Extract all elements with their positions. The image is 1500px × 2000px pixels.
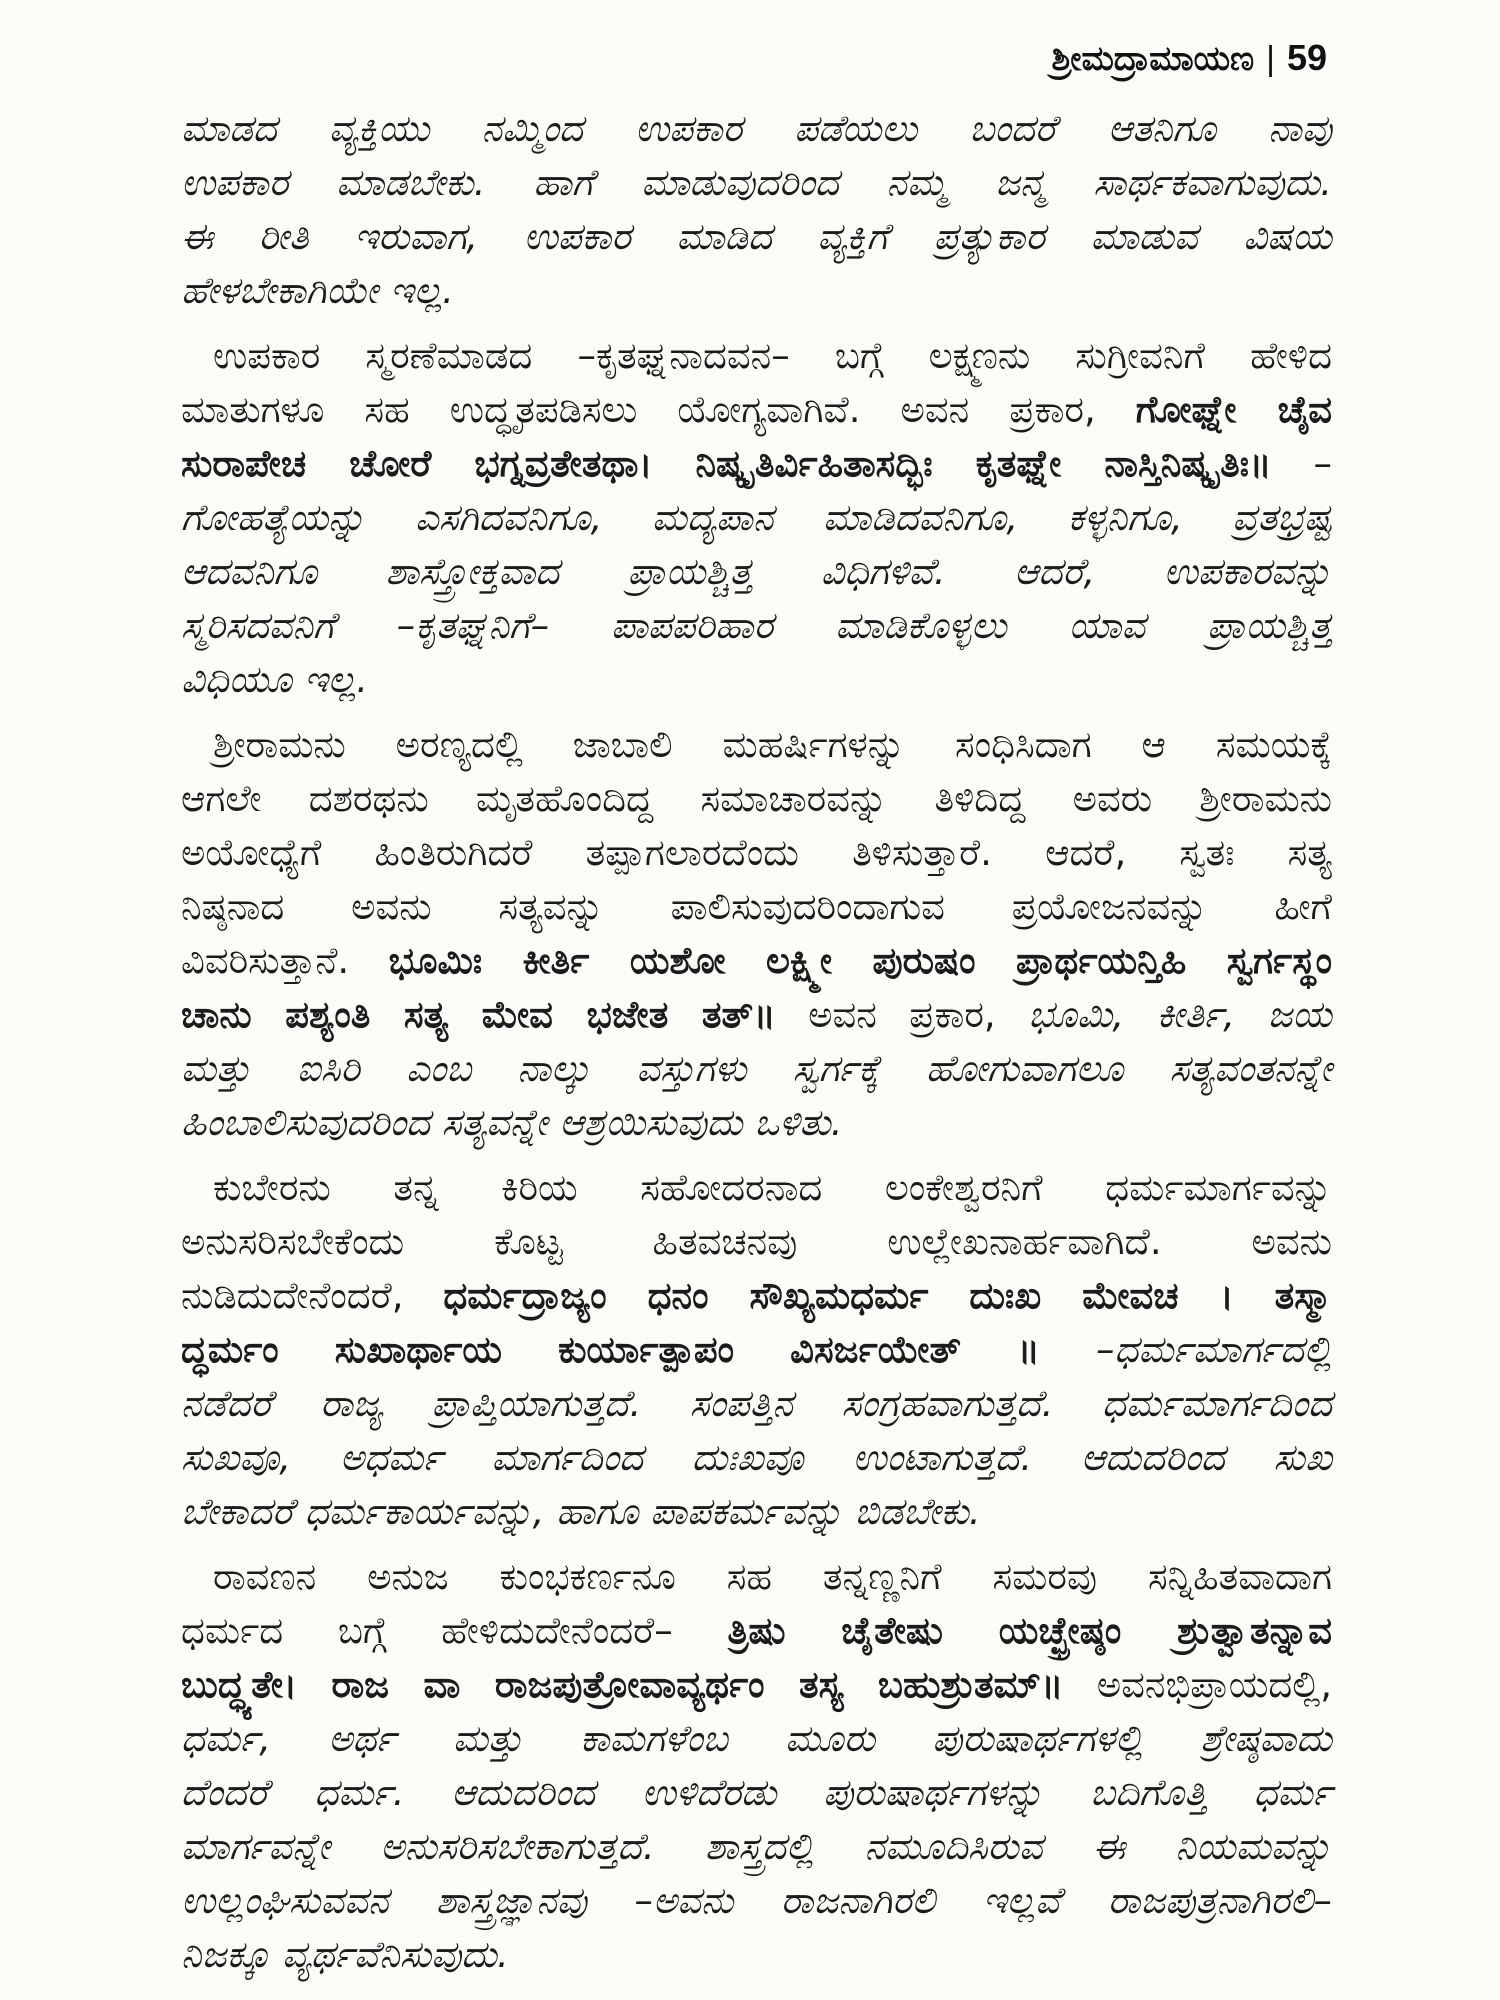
body-text: ಮಾತುಗಳೂ ಸಹ ಉದ್ಧೃತಪಡಿಸಲು ಯೋಗ್ಯವಾಗಿವೆ. ಅವನ ಪ್ರಕಾರ, bbox=[181, 388, 1136, 431]
body-text: ನುಡಿದುದೇನೆಂದರೆ, bbox=[181, 1274, 444, 1317]
text-line bbox=[181, 1928, 1333, 1982]
body-text: ರಾವಣನ ಅನುಜ ಕುಂಭಕರ್ಣನೂ ಸಹ ತನ್ನಣ್ಣನಿಗೆ ಸಮರವು ಸನ್ನಿಹಿತವಾದಾಗ bbox=[213, 1555, 1332, 1598]
page-body bbox=[181, 102, 1333, 1982]
paragraph bbox=[181, 329, 1333, 707]
line-content bbox=[181, 1820, 1332, 1874]
text-line bbox=[181, 156, 1333, 210]
text-line bbox=[181, 934, 1333, 988]
line-content bbox=[181, 1658, 1332, 1712]
translation-text: ಬೇಕಾದರೆ ಧರ್ಮಕಾರ್ಯವನ್ನು, ಹಾಗೂ ಪಾಪಕರ್ಮವನ್ನು ಬಿಡಬೇಕು. bbox=[181, 1490, 981, 1533]
text-line bbox=[181, 1874, 1333, 1928]
translation-text: ಭೂಮಿ, ಕೀರ್ತಿ, ಜಯ bbox=[1028, 993, 1332, 1036]
line-content bbox=[181, 1604, 1332, 1658]
body-text: ಅನುಸರಿಸಬೇಕೆಂದು ಕೊಟ್ಟ ಹಿತವಚನವು ಉಲ್ಲೇಖನಾರ್ಹವಾಗಿದೆ. ಅವನು bbox=[181, 1220, 1332, 1263]
sanskrit-verse: ಚಾನು ಪಶ್ಯಂತಿ ಸತ್ಯ ಮೇವ ಭಜೇತ ತತ್॥ bbox=[181, 993, 776, 1036]
sanskrit-verse: ಬುದ್ಧ್ಯತೇ। ರಾಜ ವಾ ರಾಜಪುತ್ರೋವಾವ್ಯರ್ಥಂ ತಸ್ಯ ಬಹುಶ್ರುತಮ್॥ bbox=[181, 1663, 1064, 1706]
paragraph bbox=[181, 1550, 1333, 1982]
line-content bbox=[181, 156, 1332, 210]
header-separator: | bbox=[1266, 40, 1275, 78]
line-content bbox=[181, 1269, 1332, 1323]
text-line bbox=[181, 653, 1333, 707]
text-line bbox=[181, 329, 1333, 383]
body-text: ನಿಷ್ಠನಾದ ಅವನು ಸತ್ಯವನ್ನು ಪಾಲಿಸುವುದರಿಂದಾಗುವ ಪ್ರಯೋಜನವನ್ನು ಹೀಗೆ bbox=[181, 885, 1332, 928]
text-line bbox=[181, 210, 1333, 264]
text-line bbox=[181, 1658, 1333, 1712]
page-number: 59 bbox=[1286, 37, 1327, 78]
line-content bbox=[181, 491, 1332, 545]
sanskrit-verse: ತ್ರಿಷು ಚೈತೇಷು ಯಚ್ಛ್ರೇಷ್ಠಂ ಶ್ರುತ್ವಾತನ್ನಾವ bbox=[727, 1609, 1332, 1652]
line-content bbox=[181, 383, 1332, 437]
translation-text: ಸುಖವೂ, ಅಧರ್ಮ ಮಾರ್ಗದಿಂದ ದುಃಖವೂ ಉಂಟಾಗುತ್ತದೆ. ಆದುದರಿಂದ ಸುಖ bbox=[181, 1436, 1332, 1479]
text-line bbox=[181, 102, 1333, 156]
text-line bbox=[181, 826, 1333, 880]
body-text: ಅಯೋಧ್ಯೆಗೆ ಹಿಂತಿರುಗಿದರೆ ತಪ್ಪಾಗಲಾರದೆಂದು ತಿಳಿಸುತ್ತಾರೆ. ಆದರೆ, ಸ್ವತಃ ಸತ್ಯ bbox=[181, 831, 1332, 874]
text-line bbox=[181, 599, 1333, 653]
paragraph bbox=[181, 1161, 1333, 1539]
line-content bbox=[181, 1874, 1332, 1928]
translation-text: ಗೋಹತ್ಯೆಯನ್ನು ಎಸಗಿದವನಿಗೂ, ಮದ್ಯಪಾನ ಮಾಡಿದವನಿಗೂ, ಕಳ್ಳನಿಗೂ, ವ್ರತಭ್ರಷ್ಟ bbox=[181, 496, 1332, 539]
body-text: ಆಗಲೇ ದಶರಥನು ಮೃತಹೊಂದಿದ್ದ ಸಮಾಚಾರವನ್ನು ತಿಳಿದಿದ್ದ ಅವರು ಶ್ರೀರಾಮನು bbox=[181, 777, 1332, 820]
paragraph bbox=[181, 718, 1333, 1150]
line-content bbox=[181, 1215, 1332, 1269]
translation-text: ಮತ್ತು ಐಸಿರಿ ಎಂಬ ನಾಲ್ಕು ವಸ್ತುಗಳು ಸ್ವರ್ಗಕ್ಕೆ ಹೋಗುವಾಗಲೂ ಸತ್ಯವಂತನನ್ನೇ bbox=[181, 1047, 1332, 1090]
text-line bbox=[181, 437, 1333, 491]
text-line bbox=[181, 1766, 1333, 1820]
line-content bbox=[181, 599, 1332, 653]
line-content bbox=[181, 264, 454, 318]
line-content bbox=[181, 1712, 1332, 1766]
text-line bbox=[181, 383, 1333, 437]
sanskrit-verse: ಧರ್ಮದ್ರಾಜ್ಯಂ ಧನಂ ಸೌಖ್ಯಮಧರ್ಮ ದುಃಖ ಮೇವಚ । ತಸ್ಮಾ bbox=[443, 1274, 1332, 1317]
line-content bbox=[181, 1096, 843, 1150]
line-content bbox=[181, 1042, 1332, 1096]
text-line bbox=[181, 988, 1333, 1042]
text-line bbox=[181, 1161, 1333, 1215]
line-content bbox=[181, 437, 1332, 491]
text-line bbox=[181, 772, 1333, 826]
running-header bbox=[1052, 30, 1327, 86]
body-text: – bbox=[1271, 442, 1332, 485]
line-content bbox=[181, 210, 1332, 264]
line-content bbox=[181, 1431, 1332, 1485]
translation-text: ನಡೆದರೆ ರಾಜ್ಯ ಪ್ರಾಪ್ತಿಯಾಗುತ್ತದೆ. ಸಂಪತ್ತಿನ ಸಂಗ್ರಹವಾಗುತ್ತದೆ. ಧರ್ಮಮಾರ್ಗದಿಂದ bbox=[181, 1382, 1332, 1425]
body-text: ಅವನಭಿಪ್ರಾಯದಲ್ಲಿ, bbox=[1063, 1663, 1332, 1706]
line-content bbox=[181, 826, 1332, 880]
line-content bbox=[181, 934, 1332, 988]
line-content bbox=[181, 1377, 1332, 1431]
line-content bbox=[213, 1161, 1332, 1215]
translation-text: ಮಾರ್ಗವನ್ನೇ ಅನುಸರಿಸಬೇಕಾಗುತ್ತದೆ. ಶಾಸ್ತ್ರದಲ್ಲಿ ನಮೂದಿಸಿರುವ ಈ ನಿಯಮವನ್ನು bbox=[181, 1825, 1332, 1868]
line-content bbox=[181, 545, 1332, 599]
sanskrit-verse: ಗೋಘ್ನೇ ಚೈವ bbox=[1135, 388, 1332, 431]
sanskrit-verse: ಭೂಮಿಃ ಕೀರ್ತಿ ಯಶೋ ಲಕ್ಷ್ಮೀ ಪುರುಷಂ ಪ್ರಾರ್ಥಯನ್ತಿಹಿ ಸ್ವರ್ಗಸ್ಥಂ bbox=[388, 939, 1332, 982]
text-line bbox=[181, 1096, 1333, 1150]
sanskrit-verse: ಸುರಾಪೇಚ ಚೋರೆ ಭಗ್ನವ್ರತೇತಥಾ। ನಿಷ್ಕೃತಿರ್ವಿಹಿತಾಸದ್ಭಿಃ ಕೃತಘ್ನೇ ನಾಸ್ತಿನಿಷ್ಕೃತಿಃ॥ bbox=[181, 442, 1272, 485]
line-content bbox=[213, 718, 1332, 772]
line-content bbox=[181, 880, 1332, 934]
running-title: ಶ್ರೀಮದ್ರಾಮಾಯಣ bbox=[1051, 39, 1255, 79]
body-text: ಧರ್ಮದ ಬಗ್ಗೆ ಹೇಳಿದುದೇನೆಂದರೆ– bbox=[181, 1609, 728, 1652]
text-line bbox=[181, 1323, 1333, 1377]
text-line bbox=[181, 1550, 1333, 1604]
text-line bbox=[181, 1377, 1333, 1431]
line-content bbox=[181, 772, 1332, 826]
line-content bbox=[213, 329, 1332, 383]
text-line bbox=[181, 1269, 1333, 1323]
translation-text: ಉಪಕಾರ ಮಾಡಬೇಕು. ಹಾಗೆ ಮಾಡುವುದರಿಂದ ನಮ್ಮ ಜನ್ಮ ಸಾರ್ಥಕವಾಗುವುದು. bbox=[181, 161, 1332, 204]
translation-text: ನಿಜಕ್ಕೂ ವ್ಯರ್ಥವೆನಿಸುವುದು. bbox=[181, 1933, 509, 1976]
text-line bbox=[181, 1431, 1333, 1485]
line-content bbox=[181, 102, 1332, 156]
text-line bbox=[181, 1485, 1333, 1539]
translation-text: ಧರ್ಮ, ಅರ್ಥ ಮತ್ತು ಕಾಮಗಳೆಂಬ ಮೂರು ಪುರುಷಾರ್ಥಗಳಲ್ಲಿ ಶ್ರೇಷ್ಠವಾದು bbox=[181, 1717, 1332, 1760]
text-line bbox=[181, 264, 1333, 318]
line-content bbox=[213, 1550, 1332, 1604]
body-text: ಶ್ರೀರಾಮನು ಅರಣ್ಯದಲ್ಲಿ ಜಾಬಾಲಿ ಮಹರ್ಷಿಗಳನ್ನು ಸಂಧಿಸಿದಾಗ ಆ ಸಮಯಕ್ಕೆ bbox=[213, 723, 1332, 766]
text-line bbox=[181, 1604, 1333, 1658]
text-line bbox=[181, 1820, 1333, 1874]
translation-text: ಉಲ್ಲಂಘಿಸುವವನ ಶಾಸ್ತ್ರಜ್ಞಾನವು –ಅವನು ರಾಜನಾಗಿರಲಿ ಇಲ್ಲವೆ ರಾಜಪುತ್ರನಾಗಿರಲಿ– bbox=[181, 1879, 1332, 1922]
body-text: ಅವನ ಪ್ರಕಾರ, bbox=[775, 993, 1029, 1036]
translation-text: ವಿಧಿಯೂ ಇಲ್ಲ. bbox=[181, 658, 368, 701]
text-line bbox=[181, 545, 1333, 599]
text-line bbox=[181, 1712, 1333, 1766]
text-line bbox=[181, 491, 1333, 545]
body-text: ಕುಬೇರನು ತನ್ನ ಕಿರಿಯ ಸಹೋದರನಾದ ಲಂಕೇಶ್ವರನಿಗೆ ಧರ್ಮಮಾರ್ಗವನ್ನು bbox=[213, 1166, 1332, 1209]
sanskrit-verse: ದ್ಧರ್ಮಂ ಸುಖಾರ್ಥಾಯ ಕುರ್ಯಾತ್ಪಾಪಂ ವಿಸರ್ಜಯೇತ್ ॥ bbox=[181, 1328, 1096, 1371]
translation-text: ಹೇಳಬೇಕಾಗಿಯೇ ಇಲ್ಲ. bbox=[181, 269, 454, 312]
body-text: ವಿವರಿಸುತ್ತಾನೆ. bbox=[181, 939, 389, 982]
translation-text: ಮಾಡದ ವ್ಯಕ್ತಿಯು ನಮ್ಮಿಂದ ಉಪಕಾರ ಪಡೆಯಲು ಬಂದರೆ ಆತನಿಗೂ ನಾವು bbox=[181, 107, 1332, 150]
translation-text: ಸ್ಮರಿಸದವನಿಗೆ –ಕೃತಘ್ನನಿಗೆ– ಪಾಪಪರಿಹಾರ ಮಾಡಿಕೊಳ್ಳಲು ಯಾವ ಪ್ರಾಯಶ್ಚಿತ್ತ bbox=[181, 604, 1332, 647]
line-content bbox=[181, 653, 368, 707]
text-line bbox=[181, 880, 1333, 934]
translation-text: ಈ ರೀತಿ ಇರುವಾಗ, ಉಪಕಾರ ಮಾಡಿದ ವ್ಯಕ್ತಿಗೆ ಪ್ರತ್ಯುಕಾರ ಮಾಡುವ ವಿಷಯ bbox=[181, 215, 1332, 258]
text-line bbox=[181, 718, 1333, 772]
text-line bbox=[181, 1042, 1333, 1096]
translation-text: ಆದವನಿಗೂ ಶಾಸ್ತ್ರೋಕ್ತವಾದ ಪ್ರಾಯಶ್ಚಿತ್ತ ವಿಧಿಗಳಿವೆ. ಆದರೆ, ಉಪಕಾರವನ್ನು bbox=[181, 550, 1332, 593]
text-line bbox=[181, 1215, 1333, 1269]
translation-text: ಹಿಂಬಾಲಿಸುವುದರಿಂದ ಸತ್ಯವನ್ನೇ ಆಶ್ರಯಿಸುವುದು ಒಳಿತು. bbox=[181, 1101, 843, 1144]
line-content bbox=[181, 1485, 981, 1539]
line-content bbox=[181, 1323, 1332, 1377]
body-text: ಉಪಕಾರ ಸ್ಮರಣೆಮಾಡದ –ಕೃತಘ್ನನಾದವನ– ಬಗ್ಗೆ ಲಕ್ಷ್ಮಣನು ಸುಗ್ರೀವನಿಗೆ ಹೇಳಿದ bbox=[213, 334, 1332, 377]
paragraph bbox=[181, 102, 1333, 318]
line-content bbox=[181, 988, 1332, 1042]
translation-text: ದೆಂದರೆ ಧರ್ಮ. ಆದುದರಿಂದ ಉಳಿದೆರಡು ಪುರುಷಾರ್ಥಗಳನ್ನು ಬದಿಗೊತ್ತಿ ಧರ್ಮ bbox=[181, 1771, 1332, 1814]
line-content bbox=[181, 1928, 509, 1982]
translation-text: –ಧರ್ಮಮಾರ್ಗದಲ್ಲಿ bbox=[1095, 1328, 1332, 1371]
line-content bbox=[181, 1766, 1332, 1820]
